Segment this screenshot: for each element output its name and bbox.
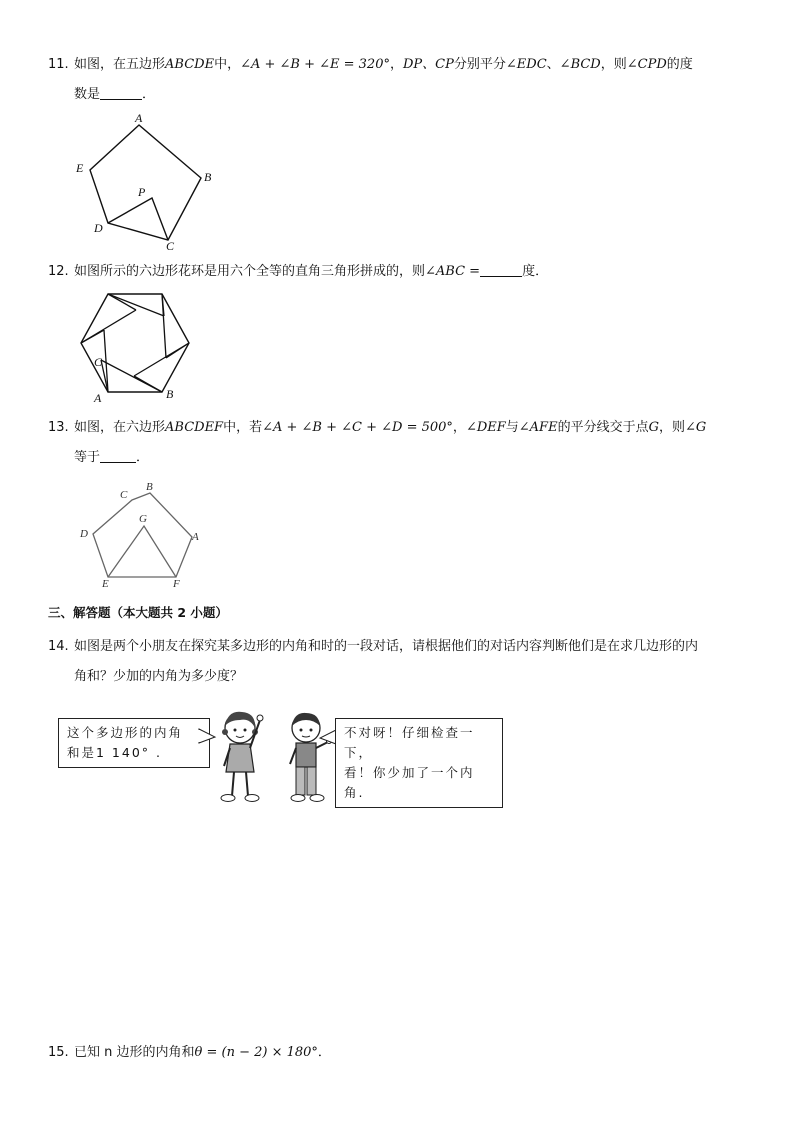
label-c: C (120, 489, 128, 501)
label-c: C (94, 355, 103, 369)
question-number: 14. (48, 639, 69, 654)
label-d: D (80, 528, 88, 540)
question-number: 15. (48, 1045, 69, 1060)
label-f: F (173, 578, 180, 590)
label-c: C (166, 239, 175, 253)
bisector-lines (108, 198, 168, 240)
question-number: 13. (48, 420, 69, 435)
label-a: A (135, 111, 143, 125)
question-12: 12. 如图所示的六边形花环是用六个全等的直角三角形拼成的，则∠ABC = 度． (48, 257, 748, 287)
label-b: B (204, 170, 212, 184)
bisector-lines (108, 526, 176, 577)
label-a: A (192, 531, 199, 543)
girl-speech-bubble: 这个多边形的内角 和是1 140° . (58, 718, 210, 768)
hexagon-figure (78, 480, 208, 592)
question-14: 14. 如图是两个小朋友在探究某多边形的内角和时的一段对话，请根据他们的对话内容判断他们是在求几边形的内 角和？少加的内角为多少度？ (48, 632, 748, 692)
label-b: B (146, 481, 153, 493)
question-number: 11. (48, 57, 69, 72)
question-13: 13. 如图，在六边形ABCDEF中，若∠A + ∠B + ∠C + ∠D = 500°，∠DEF与∠AFE的平分线交于点G，则∠G 等于 ． (48, 413, 748, 473)
label-p: P (138, 185, 146, 199)
label-e: E (76, 161, 84, 175)
pentagon-figure (70, 108, 230, 258)
pentagon-abcde (90, 125, 201, 240)
answer-blank[interactable] (100, 446, 136, 463)
label-a: A (94, 391, 102, 405)
girl-illustration (214, 708, 266, 808)
question-15: 15. 已知 n 边形的内角和θ = (n − 2) × 180°． (48, 1038, 748, 1068)
section-heading: 三、解答题（本大题共 2 小题） (48, 605, 228, 620)
answer-blank[interactable] (100, 83, 142, 100)
label-d: D (94, 221, 103, 235)
hexagon-abcdef (93, 493, 192, 577)
label-g: G (139, 513, 147, 525)
question-number: 12. (48, 264, 69, 279)
label-e: E (102, 578, 109, 590)
label-b: B (166, 387, 174, 401)
boy-speech-bubble: 不对呀！仔细检查一下， 看！你少加了一个内角. (335, 718, 503, 808)
boy-illustration (282, 708, 336, 808)
hexagon-garland-figure (70, 290, 200, 405)
question-11: 11. 如图，在五边形ABCDE中，∠A + ∠B + ∠E = 320°，DP、CP分别平分∠EDC、∠BCD，则∠CPD的度 数是 ． (48, 50, 748, 110)
answer-blank[interactable] (480, 260, 522, 277)
